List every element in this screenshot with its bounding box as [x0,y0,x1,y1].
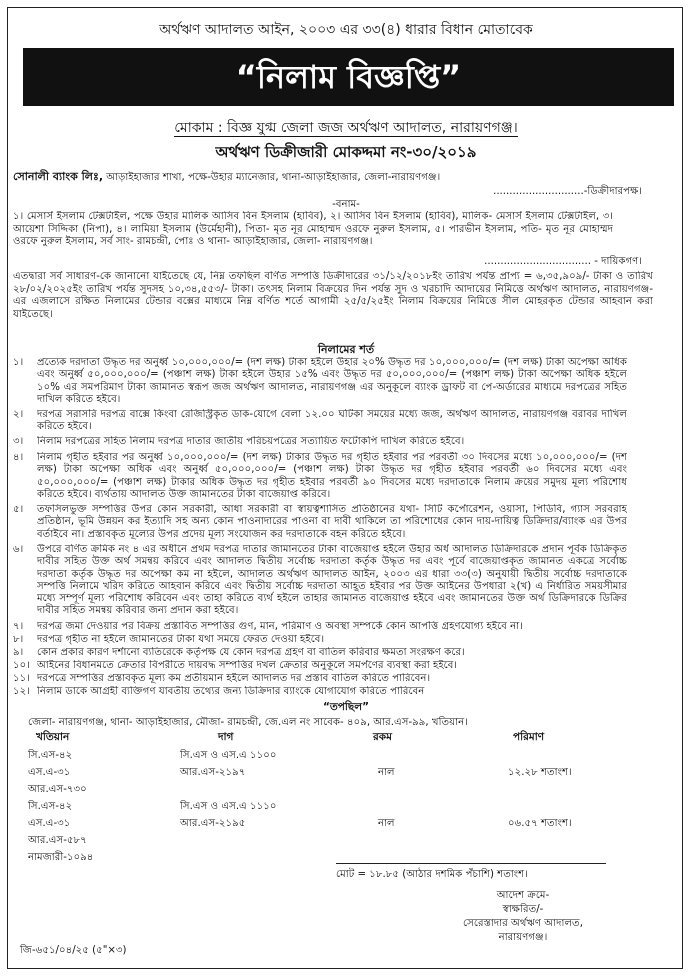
term-item [13,621,633,634]
row2-khatian-namjari: নামজারী-১০৯৪ [28,852,94,863]
plaintiff-line [13,168,440,187]
plaintiff-role: ............................-ডিক্রীদারপক্ষ। [493,186,642,197]
term-item [13,634,633,647]
term-text: দরপত্র সরাসরি দরপত্র বাক্সে কিংবা রেজিস্ট্রিকৃত ডাক-যোগে বেলা ১২.০০ ঘটিকা সময়ের মধ্যে জজ, অর্থঋণ আদালত, নারায়ণগঞ্জ বরাবর দাখিল করিতে হইবে। [37,409,627,433]
term-item [13,660,633,673]
term-text: নিলাম ডাকে আগ্রহী ব্যক্তিগণ যাবতীয় তথ্যের জন্য ডিক্রিদার ব্যাংকে যোগাযোগ করিতে পারিবেন [37,686,425,697]
col-dag: দাগ [218,731,234,743]
row1-area: ১২.২৮ শতাংশ। [508,767,572,778]
term-text: তফসিলভুক্ত সম্পত্তির উপর কোন সরকারী, আধা সরকারী বা স্বায়ত্বশাসিত প্রতিষ্ঠানের যথা- সিটি কর্পোরেশন, ওয়াসা, পিডিবি, গ্যাস সরবরাহ প্রতিষ্ঠান, ভূমি উন্নয়ন কর ইত্যাদি সহ অন্য কোন পাওনাদারের পাওনা বা দাবী থাকিলে তা পরিশোধের কোন দায়-দায়িত্ব ডিক্রিদার/ব্যাংক এর উপর বর্তাইবে না। প্রস্তাবকৃত মূল্যের উপর প্রদেয় মূল্য সংযোজন কর দরদাতাকে বহন করিতে হইবে। [37,504,627,540]
term-number: ৭। [13,621,24,632]
term-item [13,504,633,542]
row2-khatian-sa: এস.এ-৩১ [28,818,71,829]
term-number: ১। [13,357,24,368]
row2-dag-cs: সি.এস ও এস.এ ১১১০ [180,801,277,812]
term-number: ৯। [13,647,24,658]
term-text: দরপত্র গৃহীত না হইলে জামানতের টাকা যথা সময়ে ফেরত দেওয়া হইবে। [37,634,325,645]
plaintiff-bank: সোনালী ব্যাংক লিঃ, [13,170,103,183]
term-number: ৪। [13,452,24,463]
court-line [8,116,684,140]
term-text: নিলাম গৃহীত হইবার পর অনুর্ধ্ব ১০,০০০,০০০/= (দশ লক্ষ) টাকার উদ্ধৃত দর গৃহীত হইবার পর পরবর্তী ৩০ দিবসের মধ্যে ১০,০০০,০০০/= (দশ লক্ষ) টাকা অপেক্ষা অধিক এবং অনুর্ধ্ব ৫০,০০০,০০০/= (পঞ্চাশ লক্ষ) টাকা উদ্ধৃত দর গৃহীত হইবার পরবর্তী ৬০ দিবসের মধ্যে এবং ৫০,০০০,০০০/= (পঞ্চাশ লক্ষ) টাকার অধিক উদ্ধৃত দর গৃহীত হইবার পরবর্তী ৯০ দিবসের মধ্যে দরদাতাকে নিলাম ক্রয়ের সমুদয় মূল্য পরিশোধ করিতে হইবে। ব্যর্থতায় আদালত উক্ত জামানতের টাকা বাজেয়াপ্ত করিবে। [37,452,627,500]
term-text: দরপত্রে সম্পত্তির প্রস্তাবকৃত মূল্য কম প্রতীয়মান হইলে আদালত দর প্রস্তাব বাতিল করিতে পারিবেন। [37,673,431,684]
col-khatian: খতিয়ান [36,731,70,743]
auction-notice-banner: “নিলাম বিজ্ঞপ্তি” [23,48,674,106]
schedule-heading: “তপছিল” [323,701,369,713]
notice-paragraph: এতদ্বারা সর্ব সাধারণ-কে জানানো যাইতেছে যে, নিম্ন তফছিল বর্ণিত সম্পত্তি ডিক্রীদারের ৩১/১২/২০১৮ইং তারিখ পর্যন্ত প্রাপ্য = ৬,৩৫,৯০৯/- টাকা ও তারিখ ২৮/০২/২০২৫ইং তারিখ পর্যন্ত সুদসহ ১০,৩৪,৫৫৩/- টাকা। তৎসহ নিলাম বিক্রয়ের দিন পর্যন্ত সুদ ও খরচাদি আদায়ের নিমিত্তে অর্থঋণ আদালত, নারায়ণগঞ্জ-এর এজলাসে রক্ষিত নিলামের টেন্ডার বক্সের মাধ্যমে নিম্ন বর্ণিত শর্তে আগামী ২৫/৫/২৫ইং নিলাম বিক্রয়ের নিমিত্তে সীল মোহরকৃত টেন্ডার আহবান করা যাইতেছে। [13,271,653,320]
term-number: ১১। [13,673,30,684]
signature-signed: স্বাক্ষরিত/- [502,904,544,915]
footer-code: জি-৬৫১/০৪/২৫ (৫"×৩) [20,945,127,956]
term-number: ২। [13,409,24,420]
row2-khatian-cs: সি.এস-৪২ [28,801,73,812]
row2-type: নাল [378,818,395,829]
term-text: দরপত্র জমা দেওয়ার পর বিক্রয় প্রস্তাবিত সম্পত্তির গুণ, মান, পরিমাণ ও অবস্থা সম্পর্কে কোন আপত্তি গ্রহণযোগ্য হইবে না। [37,621,523,632]
total-divider [336,863,606,864]
row2-area: ০৬.৫৭ শতাংশ। [508,818,572,829]
signature-place: নারায়ণগঞ্জ। [498,932,548,943]
term-text: প্রত্যেক দরদাতা উদ্ধৃত দর অনুর্ধ্ব ১০,০০০,০০০/= (দশ লক্ষ) টাকা হইলে উহার ২০% উদ্ধৃত দর ১০,০০০,০০০/= (দশ লক্ষ) টাকা অপেক্ষা অধিক এবং অনুর্ধ্ব ৫০,০০০,০০০/= (পঞ্চাশ লক্ষ) টাকা হইলে উহার ১৫% এবং উদ্ধৃত দর ৫০,০০০,০০০/= (পঞ্চাশ লক্ষ) টাকা অপেক্ষা অধিক হইলে ১০% এর সমপরিমাণ টাকা জামানত স্বরূপ জজ অর্থঋণ আদালত, নারায়ণগঞ্জ এর অনুকূলে ব্যাংক ড্রাফট বা পে-অর্ডারের মাধ্যমে দরপত্রের সহিত দাখিল করিতে হইবে। [37,357,627,405]
row1-khatian-cs: সি.এস-৪২ [28,750,73,761]
term-number: ১২। [13,686,30,697]
total-area: মোট = ১৮.৮৫ (আঠার দশমিক পঁচাশি) শতাংশ। [336,869,528,880]
row1-khatian-rs: আর.এস-৭৩০ [28,784,87,795]
schedule-location: জেলা- নারায়ণগঞ্জ, থানা- আড়াইহাজার, মৌজা- রামচন্দ্রী, জে.এল নং সাবেক- ৪০৯, আর.এস-৯৯, খতিয়ান। [28,717,468,728]
row1-dag-rs: আর.এস-২১৯৭ [180,767,246,778]
term-text: নিলাম দরপত্রের সহিত নিলাম দরপত্র দাতার জাতীয় পরিচয়পত্রের সত্যায়িত ফটোকপি দাখিল করিতে হইবে। [37,436,465,447]
term-text: কোন প্রকার কারণ দর্শানো ব্যতিরেকে কর্তৃপক্ষ যে কোন দরপত্র গ্রহণ বা বাতিল করিবার ক্ষমতা সংরক্ষণ করে। [37,647,465,658]
case-number: অর্থঋণ ডিক্রীজারী মোকদ্দমা নং-৩০/২০১৯ [215,143,477,161]
term-text: উপরে বর্ণিত ক্রমিক নং ৪ এর অধীনে প্রথম দরপত্র দাতার জামানতের টাকা বাজেয়াপ্ত হইলে উহার অর্ধ আদালত ডিক্রিদারকে প্রদান পূর্বক ডিক্রিকৃত দাবীর সহিত উক্ত অর্থ সমন্বয় করিবে এবং আদালত দ্বিতীয় সর্বোচ্চ দরদাতা কর্তৃক উদ্ধৃত দর এবং পূর্বে বাজেয়াপ্তকৃত জামানত একত্রে সর্বোচ্চ দরদাতা কর্তৃক উদ্ধৃত দর অপেক্ষা কম না হইলে, আদালত অর্থঋণ আদালত আইন, ২০০৩ এর ধারা ৩৩(৩) অনুযায়ী দ্বিতীয় সর্বোচ্চ দরদাতাকে সম্পত্তি নিলামে খরিদ করিতে আহবান করিবে এবং দ্বিতীয় সর্বোচ্চ দরদাতা আহূত হইবার পর উক্ত আইনের উপধারা ২(খ) এ নির্ধারিত সময়সীমার মধ্যে সম্পূর্ণ মূল্য পরিশোধ করিবেন এবং তাহা করিতে ব্যর্থ হইলে তাহার জামানত বাজেয়াপ্ত হইবে এবং জামানতের উক্ত অর্থ ডিক্রিদারকে ডিক্রির দাবীর সহিত সমন্বয় করিবার জন্য প্রদান করা হইবে। [37,544,627,617]
term-item [13,452,633,502]
term-number: ৩। [13,436,24,447]
notice-page [7,7,683,969]
row1-type: নাল [378,767,395,778]
court-prefix: মোকাম : [174,120,227,136]
defendants-role: ................................. - দায়িকগণ। [484,256,642,267]
court-name: বিজ্ঞ যুগ্ম জেলা জজ অর্থঋণ আদালত, নারায়ণগঞ্জ। [227,120,518,136]
term-text: আইনের বিধানমতে ক্রেতার বিপরীতে দায়বদ্ধ সম্পত্তির দখল ক্রেতার অনুকূলে সমর্পণের ব্যবস্থা করা হইবে। [37,660,458,671]
terms-heading: নিলামের শর্ত [317,343,375,356]
term-item [13,647,633,660]
col-area: পরিমাণ [513,731,545,743]
term-item [13,409,633,435]
term-number: ১০। [13,660,30,671]
term-item [13,357,633,407]
versus-label: -বনাম- [332,199,360,210]
signature-order: আদেশ ক্রমে- [496,890,550,901]
signature-office: সেরেস্তাদার অর্থঋণ আদালত, [463,918,583,929]
term-number: ৫। [13,504,24,515]
term-item [13,436,633,450]
term-number: ৮। [13,634,24,645]
plaintiff-details: আড়াইহাজার শাখা, পক্ষে-উহার ম্যানেজার, থানা-আড়াইহাজার, জেলা-নারায়ণগঞ্জ। [103,172,441,183]
term-number: ৬। [13,544,24,555]
term-item [13,544,633,619]
col-type: রকম [373,731,392,743]
row2-dag-rs: আর.এস-২১৯৫ [180,818,246,829]
term-item [13,686,633,699]
row2-khatian-rs: আর.এস-৫৮৭ [28,835,87,846]
row1-khatian-sa: এস.এ-৩১ [28,767,71,778]
row1-dag-cs: সি.এস ও এস.এ ১১০০ [180,750,277,761]
legal-reference-line: অর্থঋণ আদালত আইন, ২০০৩ এর ৩৩(৪) ধারার বিধান মোতাবেক [159,22,533,38]
defendants-text: ১। মেসার্স ইসলাম টেক্সটাইল, পক্ষে উহার মালিক আসিব বিন ইসলাম (হাবিব), ২। আসিব বিন ইসলাম (হাবিব), মালিক- মেসার্স ইসলাম টেক্সটাইল, ৩। আয়েশা সিদ্দিকা (নিপা), ৪। লামিয়া ইসলাম (উর্মেহানী), পিতা- মৃত নূর মোহাম্মদ ওরফে নুরুল ইসলাম, ৫। পারভীন ইসলাম, পতি- মৃত নূর মোহাম্মদ ওরফে নুরুল ইসলাম, সর্ব সাং- রামচন্দ্রী, পোঃ ও থানা- আড়াইহাজার, জেলা- নারায়ণগঞ্জ। [13,211,613,248]
term-item [13,673,633,686]
